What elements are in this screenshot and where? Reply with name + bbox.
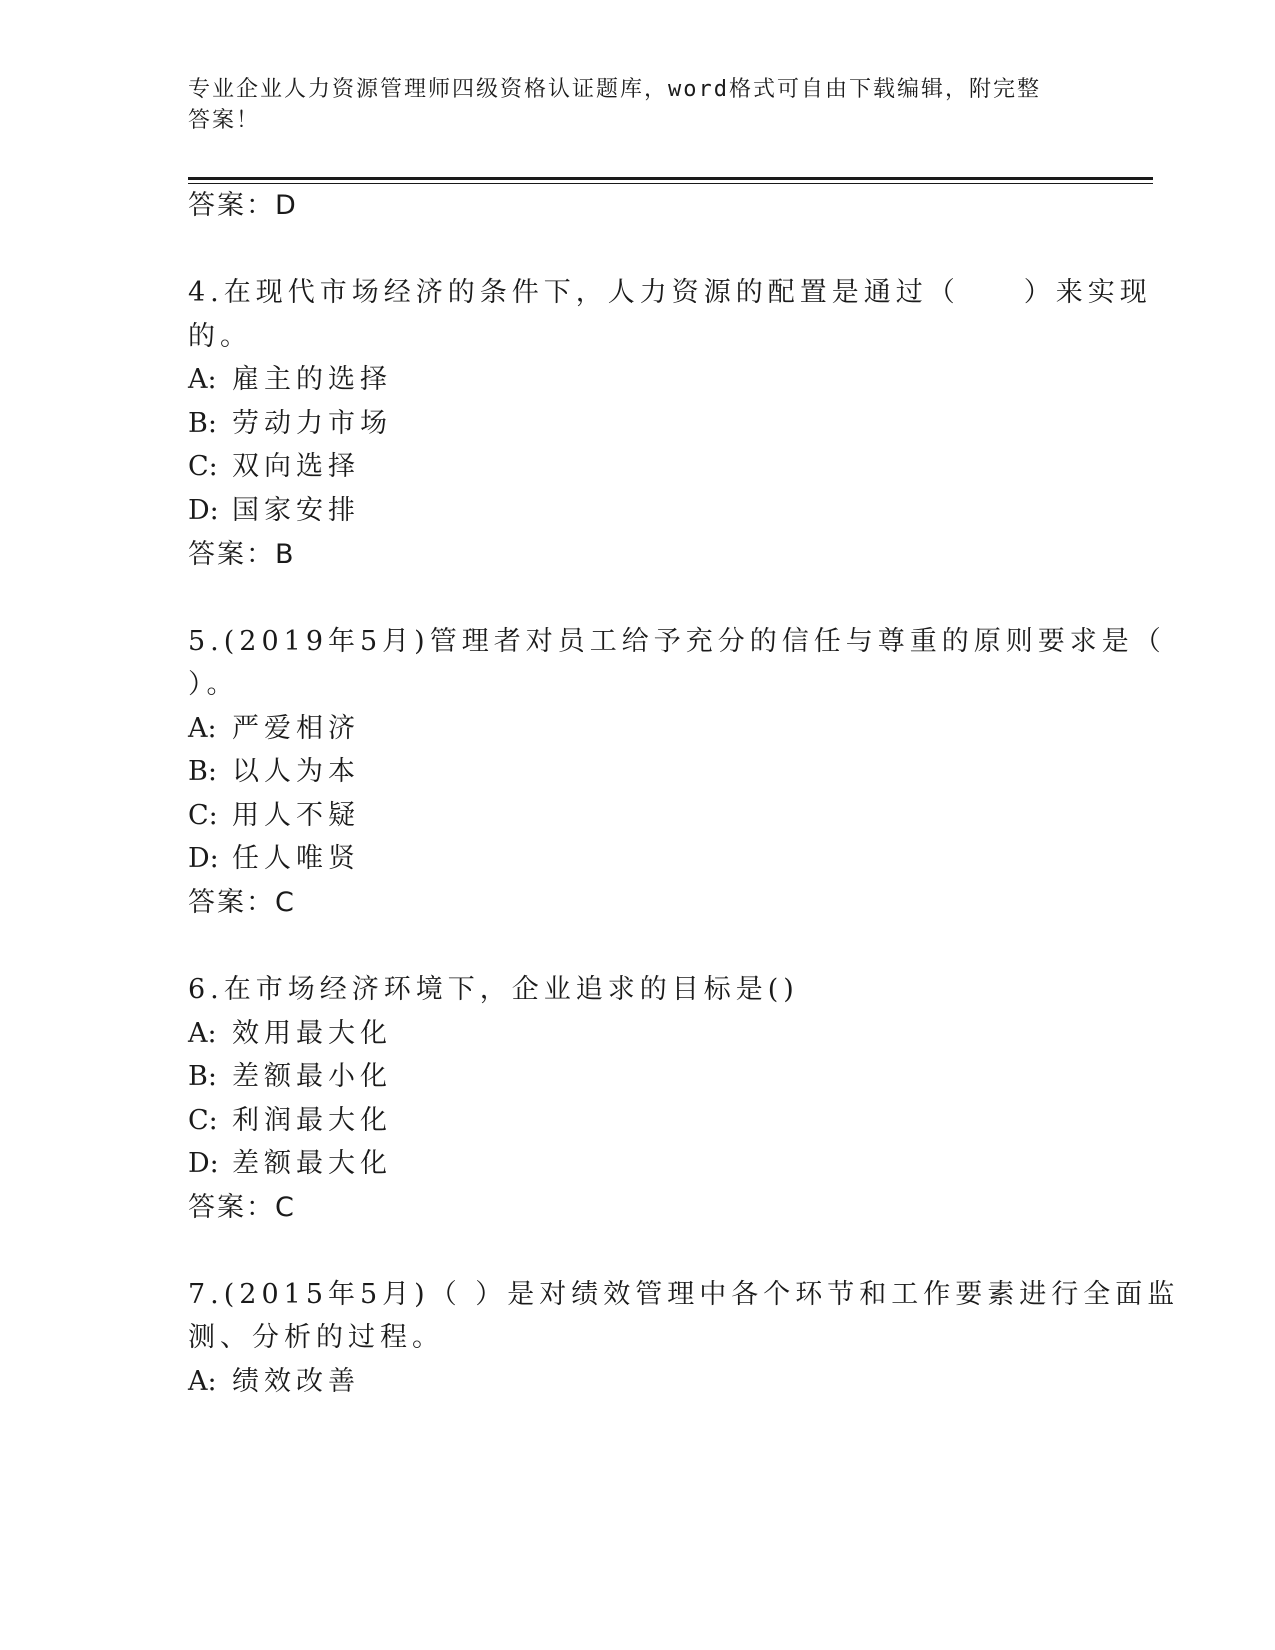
question-4-option-c (188, 447, 360, 487)
option-text: 绩效改善 (232, 1366, 360, 1397)
header-divider-thick (188, 177, 1153, 180)
question-5-option-b (188, 752, 360, 792)
option-text: 国家安排 (232, 495, 360, 526)
question-6-option-d (188, 1144, 392, 1184)
option-text: 劳动力市场 (232, 408, 392, 439)
question-4-option-a (188, 360, 392, 400)
option-letter: D: (188, 495, 219, 526)
option-text: 双向选择 (232, 451, 360, 482)
option-letter: D: (188, 843, 219, 874)
option-letter: A: (188, 713, 217, 744)
option-text: 任人唯贤 (232, 843, 360, 874)
header-line-2: 答案！ (188, 108, 261, 133)
option-letter: B: (188, 1061, 217, 1092)
question-5-stem-line-1: 5.(2019年5月)管理者对员工给予充分的信任与尊重的原则要求是（ (188, 626, 1166, 657)
question-5-option-c (188, 796, 360, 836)
question-7-stem-line-2: 测、分析的过程。 (188, 1322, 444, 1353)
option-letter: A: (188, 1018, 217, 1049)
header-divider-thin (188, 183, 1153, 184)
option-letter: A: (188, 1366, 217, 1397)
question-4-stem-line-1: 4.在现代市场经济的条件下，人力资源的配置是通过（ ）来实现 (188, 277, 1152, 308)
option-letter: B: (188, 408, 217, 439)
option-text: 差额最小化 (232, 1061, 392, 1092)
previous-answer: 答案：D (188, 190, 298, 221)
question-6-stem-line-1: 6.在市场经济环境下，企业追求的目标是() (188, 974, 799, 1005)
question-6-option-c (188, 1101, 392, 1141)
question-6-option-a (188, 1014, 392, 1054)
question-6-option-b (188, 1057, 392, 1097)
question-5-answer: 答案：C (188, 887, 296, 918)
option-text: 差额最大化 (232, 1148, 392, 1179)
option-text: 雇主的选择 (232, 364, 392, 395)
header-line-1: 专业企业人力资源管理师四级资格认证题库，word格式可自由下载编辑，附完整 (188, 77, 1041, 102)
option-letter: A: (188, 364, 217, 395)
question-5-stem-line-2: ）。 (188, 669, 239, 700)
option-text: 以人为本 (232, 756, 360, 787)
option-letter: C: (188, 451, 218, 482)
document-header (188, 74, 1088, 136)
question-4-answer: 答案：B (188, 539, 296, 570)
option-text: 效用最大化 (232, 1018, 392, 1049)
option-letter: C: (188, 1105, 218, 1136)
question-4-option-b (188, 404, 392, 444)
option-text: 严爱相济 (232, 713, 360, 744)
question-5-option-d (188, 839, 360, 879)
option-text: 用人不疑 (232, 800, 360, 831)
option-letter: B: (188, 756, 217, 787)
question-5-option-a (188, 709, 360, 749)
option-text: 利润最大化 (232, 1105, 392, 1136)
question-7-stem-line-1: 7.(2015年5月)（ ）是对绩效管理中各个环节和工作要素进行全面监 (188, 1279, 1180, 1310)
question-6-answer: 答案：C (188, 1192, 296, 1223)
option-letter: C: (188, 800, 218, 831)
question-4-option-d (188, 491, 360, 531)
option-letter: D: (188, 1148, 219, 1179)
question-7-option-a (188, 1362, 360, 1402)
question-4-stem-line-2: 的。 (188, 321, 252, 352)
